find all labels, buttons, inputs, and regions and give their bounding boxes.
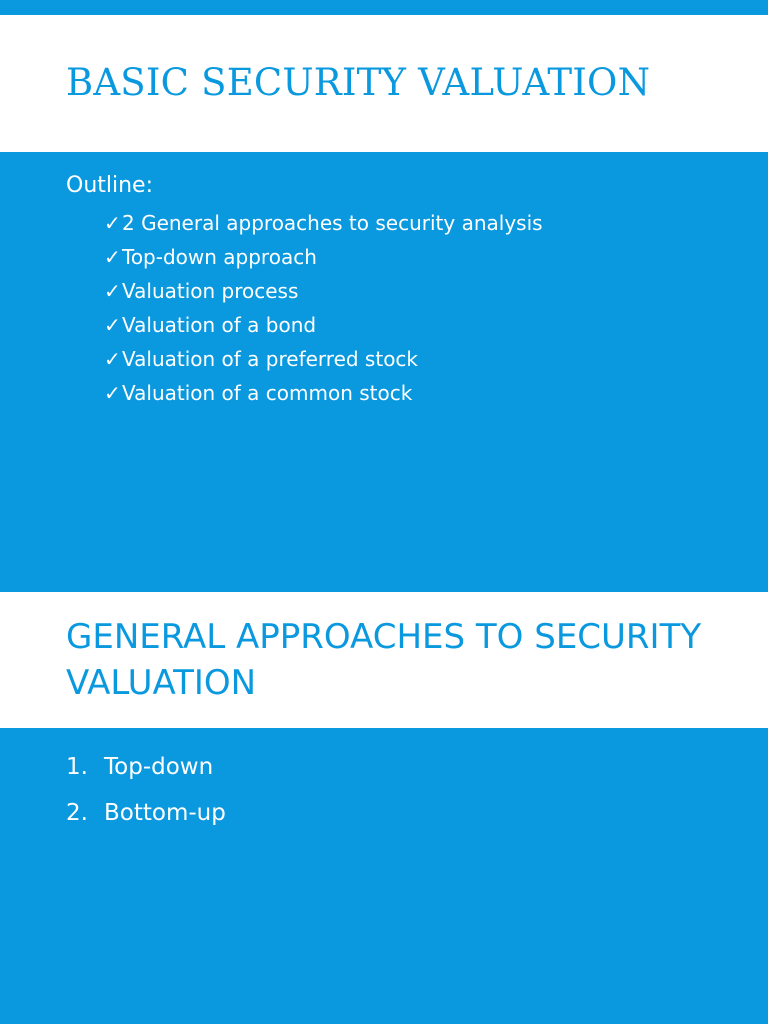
list-item <box>104 376 543 410</box>
list-item-text: Valuation of a preferred stock <box>122 347 419 371</box>
slide1-title: BASIC SECURITY VALUATION <box>66 61 651 104</box>
list-item-text: Valuation of a bond <box>122 313 317 337</box>
list-item <box>104 274 543 308</box>
list-item <box>104 206 543 240</box>
list-item-text: Top-down approach <box>122 245 317 269</box>
outline-heading: Outline: <box>66 173 154 198</box>
check-icon: ✓ <box>104 245 121 269</box>
check-icon: ✓ <box>104 279 121 303</box>
list-number: 1. <box>66 754 88 780</box>
list-item-text: 2 General approaches to security analysis <box>122 211 543 235</box>
slide1-title-band <box>0 15 768 152</box>
slide2-title: GENERAL APPROACHES TO SECURITY VALUATION <box>66 617 702 703</box>
list-item <box>104 342 543 376</box>
check-icon: ✓ <box>104 381 121 405</box>
list-item-text: Top-down <box>104 754 214 780</box>
list-item <box>66 744 226 790</box>
check-icon: ✓ <box>104 347 121 371</box>
numbered-list <box>66 744 226 836</box>
list-item-text: Valuation of a common stock <box>122 381 413 405</box>
list-item-text: Bottom-up <box>104 800 226 826</box>
list-item <box>104 240 543 274</box>
list-item <box>104 308 543 342</box>
list-number: 2. <box>66 800 88 826</box>
check-icon: ✓ <box>104 211 121 235</box>
top-strip <box>0 0 768 15</box>
list-item-text: Valuation process <box>122 279 299 303</box>
list-item <box>66 790 226 836</box>
check-icon: ✓ <box>104 313 121 337</box>
slide2-title-band <box>0 592 768 728</box>
outline-list <box>104 206 543 410</box>
